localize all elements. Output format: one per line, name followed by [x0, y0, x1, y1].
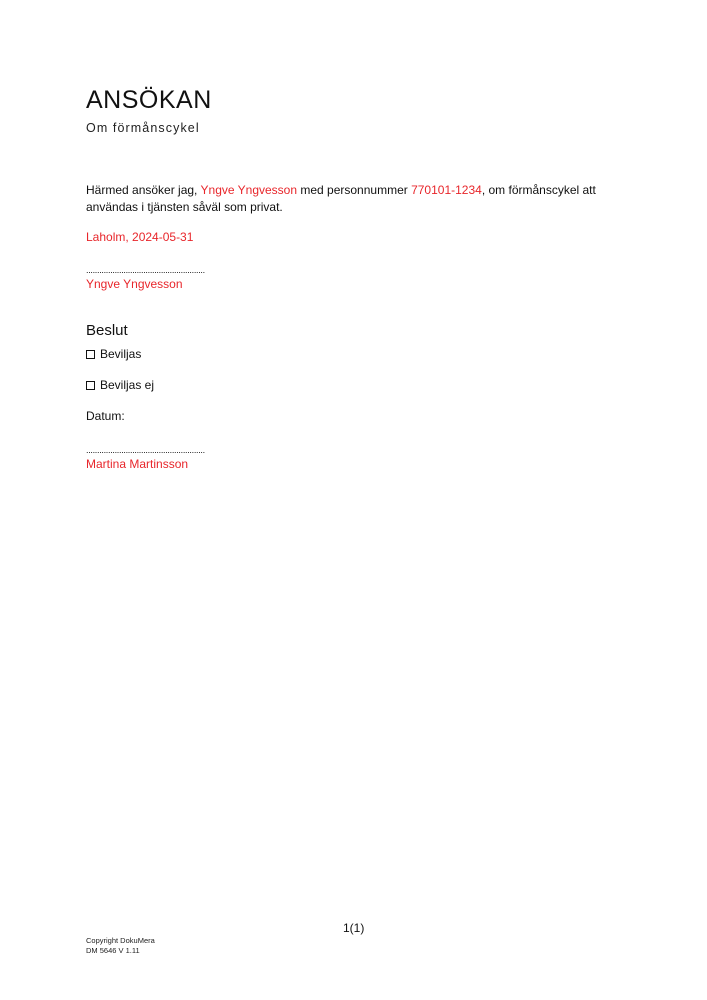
decision-heading: Beslut — [86, 322, 128, 339]
denied-checkbox[interactable] — [86, 381, 95, 390]
intro-text-3: , om förmånscykel att användas i tjänsten såväl som privat. — [86, 183, 596, 214]
intro-text-2: med personnummer — [297, 183, 412, 197]
approved-option[interactable] — [86, 346, 141, 362]
footer-copyright: Copyright DokuMera — [86, 936, 155, 945]
place-date: Laholm, 2024-05-31 — [86, 230, 194, 244]
applicant-name: Yngve Yngvesson — [200, 183, 298, 197]
applicant-signature-line: ...................................................... — [86, 265, 205, 275]
decision-signature-line: ...................................................... — [86, 445, 205, 455]
footer-version: DM 5646 V 1.11 — [86, 946, 140, 955]
approved-checkbox[interactable] — [86, 350, 95, 359]
applicant-signature-name: Yngve Yngvesson — [86, 277, 183, 291]
personal-number: 770101-1234 — [411, 183, 482, 197]
document-subtitle: Om förmånscykel — [86, 121, 200, 135]
date-label: Datum: — [86, 409, 125, 423]
intro-text-1: Härmed ansöker jag, — [86, 183, 201, 197]
decision-signature-name: Martina Martinsson — [86, 457, 189, 471]
application-paragraph — [86, 182, 626, 216]
footer — [86, 936, 155, 956]
document-title: ANSÖKAN — [86, 86, 212, 114]
denied-label: Beviljas ej — [100, 378, 155, 392]
denied-option[interactable] — [86, 377, 154, 393]
approved-label: Beviljas — [100, 347, 142, 361]
page-number: 1(1) — [343, 921, 365, 935]
